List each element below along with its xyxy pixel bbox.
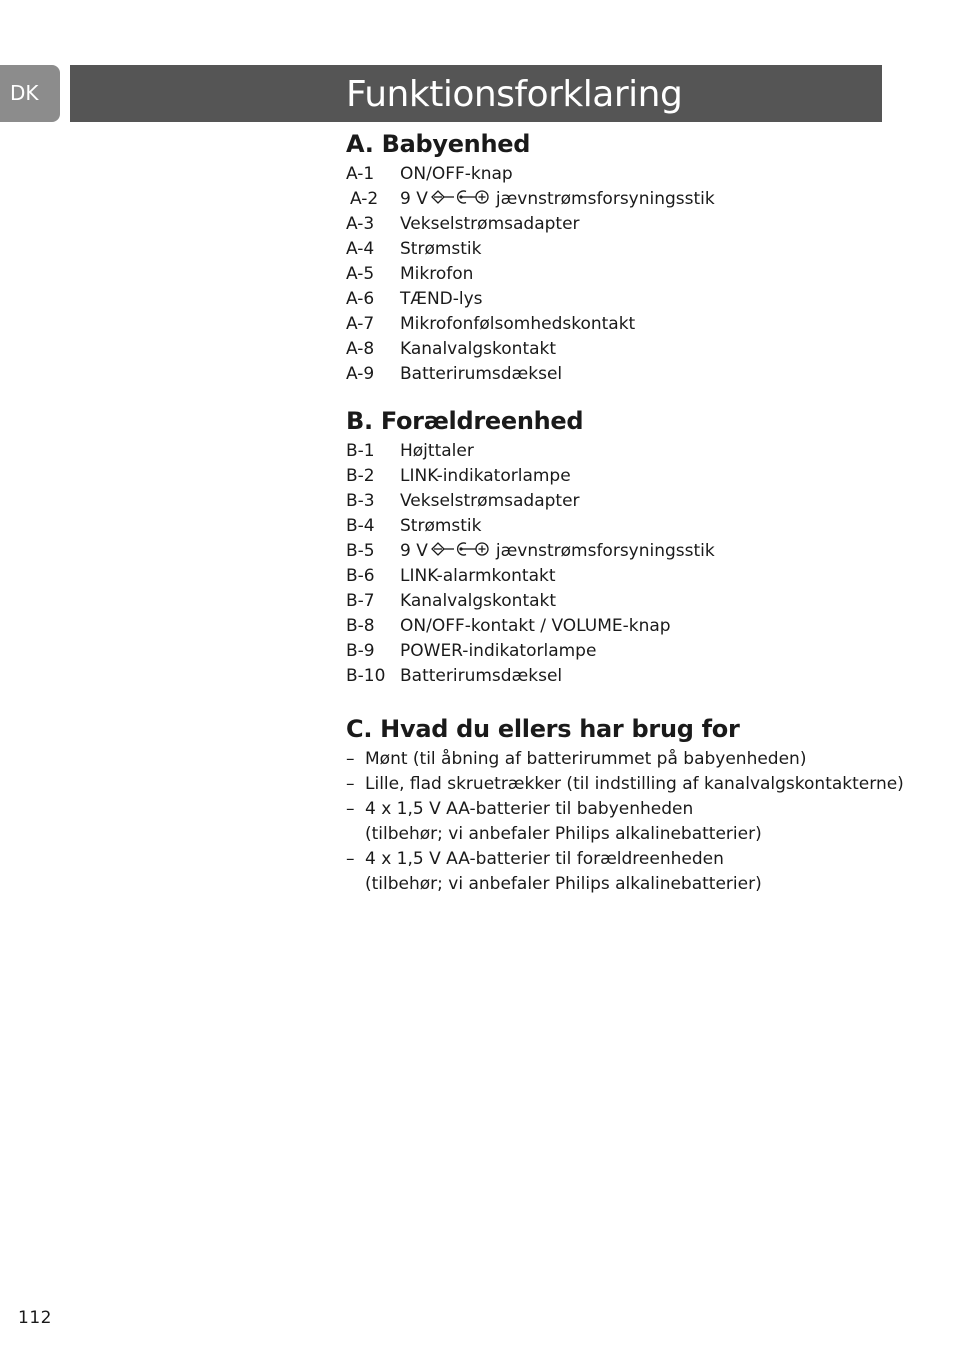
- language-tab: DK: [0, 65, 60, 122]
- dash-bullet: –: [346, 849, 355, 869]
- list-item: [346, 464, 906, 489]
- item-code: B-10: [346, 666, 386, 686]
- item-code: A-9: [346, 364, 375, 384]
- section-a-list: [346, 162, 906, 387]
- list-item: [346, 664, 906, 689]
- dc-polarity-icon: [430, 188, 492, 214]
- list-item: [346, 287, 906, 312]
- list-item: [346, 237, 906, 262]
- list-item: [346, 439, 906, 464]
- section-c-heading: C. Hvad du ellers har brug for: [346, 715, 740, 743]
- item-code: A-3: [346, 214, 375, 234]
- content: [346, 126, 906, 897]
- item-label: Strømstik: [400, 516, 482, 536]
- item-code: B-8: [346, 616, 375, 636]
- item-code: A-1: [346, 164, 375, 184]
- item-label: Mikrofon: [400, 264, 474, 284]
- title-bar: [70, 65, 882, 122]
- list-item: [346, 589, 906, 614]
- item-code: B-5: [346, 541, 375, 561]
- dc-polarity-icon: [430, 540, 492, 566]
- list-item: [346, 539, 906, 564]
- item-label: jævnstrømsforsyningsstik: [495, 541, 715, 561]
- item-text: 4 x 1,5 V AA-batterier til babyenheden: [365, 799, 694, 819]
- item-text-continuation: (tilbehør; vi anbefaler Philips alkalinebatterier): [365, 824, 762, 844]
- list-item: [346, 747, 906, 772]
- item-label: Strømstik: [400, 239, 482, 259]
- list-item: [346, 614, 906, 639]
- list-item: [346, 797, 906, 847]
- page-number: 112: [18, 1308, 52, 1328]
- item-label: TÆND-lys: [400, 289, 483, 309]
- item-code: A-7: [346, 314, 375, 334]
- item-code: B-2: [346, 466, 375, 486]
- list-item: [346, 489, 906, 514]
- item-code: B-6: [346, 566, 375, 586]
- item-prefix: 9 V: [400, 189, 428, 209]
- item-code: B-1: [346, 441, 375, 461]
- item-label: Højttaler: [400, 441, 474, 461]
- item-code: B-7: [346, 591, 375, 611]
- list-item: [346, 312, 906, 337]
- item-label: LINK-indikatorlampe: [400, 466, 571, 486]
- section-b-list: [346, 439, 906, 689]
- list-item: [346, 847, 906, 897]
- dash-bullet: –: [346, 774, 355, 794]
- item-label: Batterirumsdæksel: [400, 364, 563, 384]
- list-item: [346, 187, 906, 212]
- list-item: [346, 639, 906, 664]
- item-text: 4 x 1,5 V AA-batterier til forældreenheden: [365, 849, 724, 869]
- item-code: B-9: [346, 641, 375, 661]
- item-label: POWER-indikatorlampe: [400, 641, 597, 661]
- list-item: [346, 772, 906, 797]
- dash-bullet: –: [346, 799, 355, 819]
- item-code: A-6: [346, 289, 375, 309]
- page-title: Funktionsforklaring: [346, 74, 683, 115]
- item-label: Batterirumsdæksel: [400, 666, 563, 686]
- section-c-list: [346, 747, 906, 897]
- item-label: Vekselstrømsadapter: [400, 214, 580, 234]
- item-text: Mønt (til åbning af batterirummet på babyenheden): [365, 749, 807, 769]
- list-item: [346, 337, 906, 362]
- item-label: Kanalvalgskontakt: [400, 591, 557, 611]
- item-label: Mikrofonfølsomhedskontakt: [400, 314, 636, 334]
- item-label: LINK-alarmkontakt: [400, 566, 556, 586]
- item-label: Kanalvalgskontakt: [400, 339, 557, 359]
- item-code: B-3: [346, 491, 375, 511]
- item-text-continuation: (tilbehør; vi anbefaler Philips alkalinebatterier): [365, 874, 762, 894]
- section-a-heading: A. Babyenhed: [346, 130, 531, 158]
- item-code: A-8: [346, 339, 375, 359]
- item-label: ON/OFF-kontakt / VOLUME-knap: [400, 616, 671, 636]
- list-item: [346, 564, 906, 589]
- item-code: A-4: [346, 239, 375, 259]
- item-text: Lille, flad skruetrækker (til indstilling af kanalvalgskontakterne): [365, 774, 904, 794]
- item-code: A-2: [350, 189, 379, 209]
- item-prefix: 9 V: [400, 541, 428, 561]
- list-item: [346, 262, 906, 287]
- item-code: B-4: [346, 516, 375, 536]
- dash-bullet: –: [346, 749, 355, 769]
- item-label: jævnstrømsforsyningsstik: [495, 189, 715, 209]
- list-item: [346, 162, 906, 187]
- item-label: Vekselstrømsadapter: [400, 491, 580, 511]
- list-item: [346, 212, 906, 237]
- list-item: [346, 514, 906, 539]
- section-b-heading: B. Forældreenhed: [346, 407, 584, 435]
- list-item: [346, 362, 906, 387]
- item-label: ON/OFF-knap: [400, 164, 513, 184]
- item-code: A-5: [346, 264, 375, 284]
